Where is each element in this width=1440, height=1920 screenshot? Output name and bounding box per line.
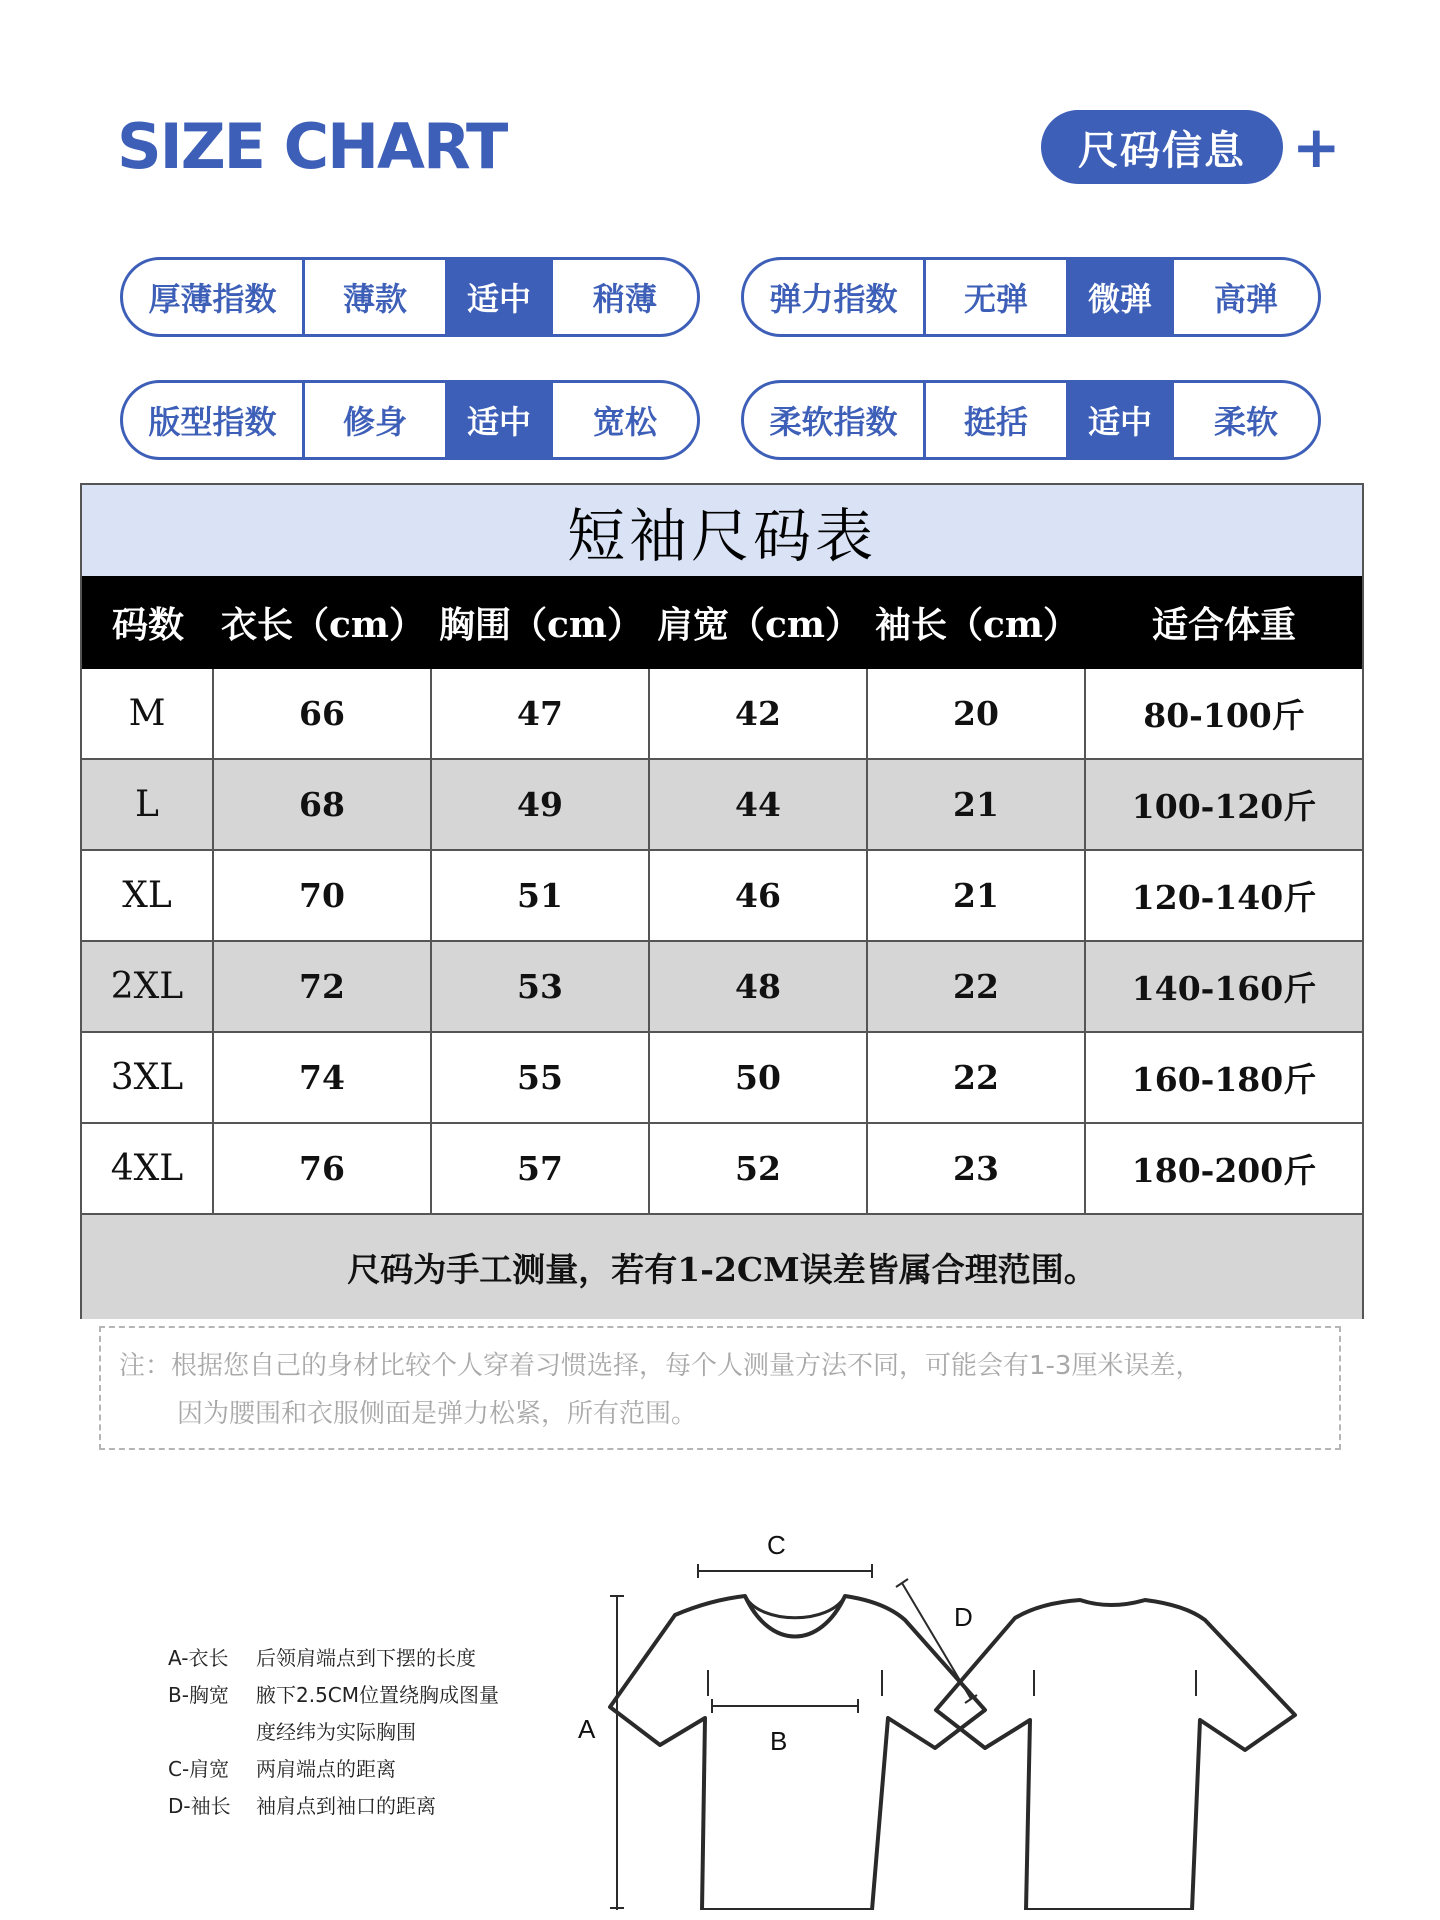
table-cell: 21 [868, 851, 1086, 940]
legend-desc: 后领肩端点到下摆的长度 [256, 1646, 476, 1670]
legend-item [168, 1677, 499, 1714]
table-cell: 22 [868, 1033, 1086, 1122]
legend-item [168, 1751, 499, 1788]
index-option-active: 适中 [445, 260, 553, 334]
table-cell: 21 [868, 760, 1086, 849]
table-cell: 52 [650, 1124, 868, 1213]
table-cell: 140-160斤 [1131, 969, 1317, 1008]
table-cell: 55 [432, 1033, 650, 1122]
table-cell: 51 [432, 851, 650, 940]
thickness-index [120, 257, 700, 337]
table-cell: 120-140斤 [1131, 878, 1317, 917]
table-cell: 50 [650, 1033, 868, 1122]
note-line: 注：根据您自己的身材比较个人穿着习惯选择，每个人测量方法不同，可能会有1-3厘米误差， [119, 1351, 1202, 1381]
size-info-badge: 尺码信息 [1041, 110, 1283, 184]
table-row [82, 669, 1362, 760]
table-row [82, 760, 1362, 851]
fit-index [120, 380, 700, 460]
legend-desc: 两肩端点的距离 [256, 1757, 396, 1781]
index-option: 宽松 [592, 403, 657, 441]
legend-desc: 腋下2.5CM位置绕胸成图量 [256, 1683, 500, 1707]
label-c: C [767, 1530, 786, 1560]
table-cell: 42 [650, 669, 868, 758]
tshirt-diagram [560, 1510, 1320, 1910]
table-cell: L [82, 760, 214, 849]
table-cell: XL [82, 851, 214, 940]
page-title: SIZE CHART [117, 110, 507, 183]
table-row [82, 1124, 1362, 1215]
note-line: 因为腰围和衣服侧面是弹力松紧，所有范围。 [177, 1399, 698, 1429]
header-cell: 肩宽（cm） [656, 604, 861, 646]
table-row [82, 1033, 1362, 1124]
index-option: 柔软 [1213, 403, 1278, 441]
table-cell: 2XL [82, 942, 214, 1031]
table-cell: 49 [432, 760, 650, 849]
table-cell: 180-200斤 [1131, 1151, 1317, 1190]
index-option-active: 适中 [1066, 383, 1174, 457]
index-label: 弹力指数 [744, 260, 926, 334]
table-cell: 23 [868, 1124, 1086, 1213]
index-option: 无弹 [963, 280, 1028, 318]
table-header [82, 576, 1362, 669]
index-option: 稍薄 [592, 280, 657, 318]
legend-key: B-胸宽 [168, 1683, 229, 1707]
index-label: 版型指数 [123, 383, 305, 457]
table-cell: 44 [650, 760, 868, 849]
table-cell: 53 [432, 942, 650, 1031]
legend-item [168, 1714, 499, 1751]
tshirt-back-icon [936, 1600, 1295, 1910]
table-cell: M [82, 669, 214, 758]
legend-key [168, 1714, 256, 1751]
plus-icon: + [1292, 113, 1341, 181]
table-cell: 76 [214, 1124, 432, 1213]
label-d: D [954, 1602, 973, 1632]
table-cell: 47 [432, 669, 650, 758]
legend-desc: 袖肩点到袖口的距离 [256, 1794, 436, 1818]
index-option-active: 微弹 [1066, 260, 1174, 334]
legend-key: C-肩宽 [168, 1757, 230, 1781]
index-label: 厚薄指数 [123, 260, 305, 334]
tshirt-front-icon [610, 1596, 985, 1910]
index-option-active: 适中 [445, 383, 553, 457]
index-option: 挺括 [963, 403, 1028, 441]
label-a: A [578, 1714, 596, 1744]
legend-item [168, 1640, 499, 1677]
header-cell: 袖长（cm） [874, 604, 1079, 646]
legend-key: A-衣长 [168, 1646, 229, 1670]
index-option: 修身 [342, 403, 407, 441]
table-cell: 20 [868, 669, 1086, 758]
header-cell: 适合体重 [1151, 604, 1296, 646]
table-title: 短袖尺码表 [82, 485, 1362, 576]
index-option: 薄款 [342, 280, 407, 318]
table-cell: 80-100斤 [1143, 696, 1305, 735]
table-cell: 74 [214, 1033, 432, 1122]
header-cell: 胸围（cm） [438, 604, 643, 646]
table-cell: 57 [432, 1124, 650, 1213]
table-cell: 3XL [82, 1033, 214, 1122]
table-cell: 70 [214, 851, 432, 940]
table-cell: 22 [868, 942, 1086, 1031]
size-table [80, 483, 1364, 1319]
measurement-note [99, 1326, 1341, 1450]
table-row [82, 851, 1362, 942]
table-cell: 46 [650, 851, 868, 940]
measurement-legend [168, 1640, 499, 1825]
table-row [82, 942, 1362, 1033]
table-cell: 68 [214, 760, 432, 849]
table-cell: 66 [214, 669, 432, 758]
table-cell: 100-120斤 [1131, 787, 1317, 826]
table-cell: 4XL [82, 1124, 214, 1213]
label-b: B [770, 1726, 788, 1756]
legend-key: D-袖长 [168, 1794, 231, 1818]
legend-item [168, 1788, 499, 1825]
table-footer-note: 尺码为手工测量，若有1-2CM误差皆属合理范围。 [82, 1215, 1362, 1319]
table-cell: 160-180斤 [1131, 1060, 1317, 1099]
table-cell: 48 [650, 942, 868, 1031]
legend-desc: 度经纬为实际胸围 [256, 1720, 416, 1744]
elasticity-index [741, 257, 1321, 337]
table-cell: 72 [214, 942, 432, 1031]
table-body [82, 669, 1362, 1215]
softness-index [741, 380, 1321, 460]
header-cell: 衣长（cm） [220, 604, 425, 646]
index-option: 高弹 [1213, 280, 1278, 318]
header-cell: 码数 [111, 604, 184, 646]
index-label: 柔软指数 [744, 383, 926, 457]
